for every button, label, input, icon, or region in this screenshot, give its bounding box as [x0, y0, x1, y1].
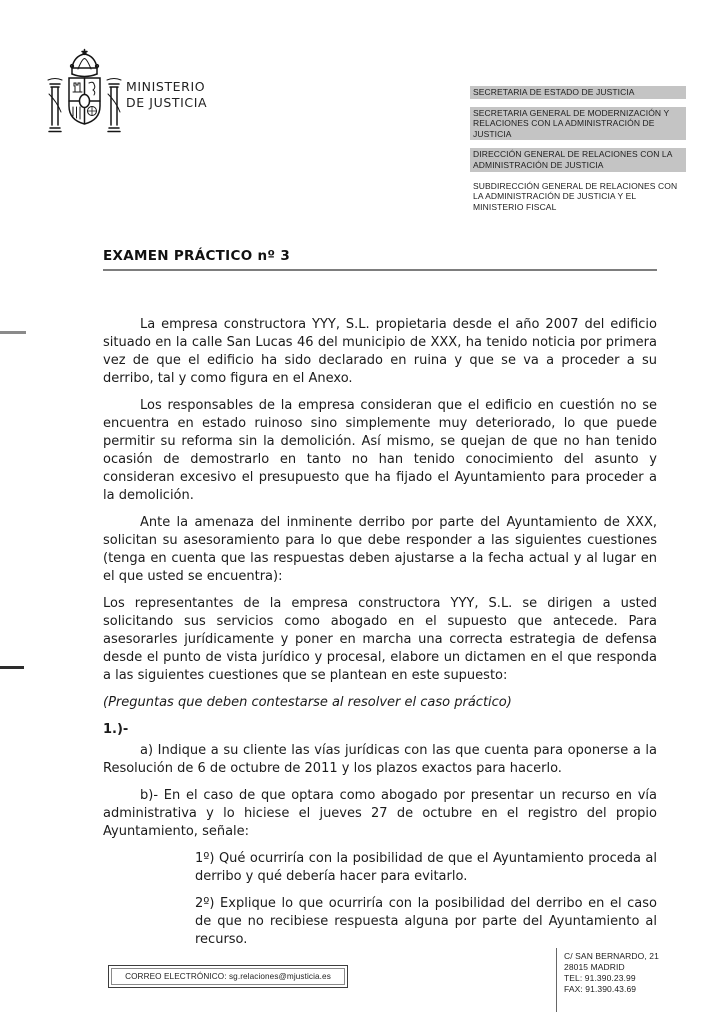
address-divider: [556, 948, 557, 1012]
paragraph-representantes: Los representantes de la empresa constructora YYY, S.L. se dirigen a usted solicitando sus servicios como abogado en el supuesto que antecede. Para asesorarles jurídicamente y poner en marcha una correcta estrategia de defensa desde el punto de vista jurídico y procesal, elabore un dictamen en el que responda a las siguientes cuestiones que se plantean en este supuesto:: [103, 596, 657, 683]
document-body: [103, 316, 657, 958]
ministry-name-line1: MINISTERIO: [126, 79, 206, 94]
question-1b-sub1: 1º) Qué ocurriría con la posibilidad de que el Ayuntamiento proceda al derribo y qué debería hacer para evitarlo.: [195, 851, 657, 884]
address-fax: FAX: 91.390.43.69: [564, 984, 637, 994]
paragraph-responsables: Los responsables de la empresa consideran que el edificio en cuestión no se encuentra en estado ruinoso sino simplemente muy deteriorado, lo que puede permitir su reforma sin la demolición. Así mismo, se quejan de que no han tenido ocasión de demostrarlo en tanto no han tenido conocimiento del asunto y consideran excesivo el presupuesto que ha fijado el Ayuntamiento para proceder a la demolición.: [103, 398, 657, 503]
question-1-heading: 1.)-: [103, 722, 129, 737]
question-1b-sub2: 2º) Explique lo que ocurriría con la posibilidad del derribo en el caso de que no recibiese respuesta alguna por parte del Ayuntamiento al recurso.: [195, 896, 657, 947]
paragraph-intro: La empresa constructora YYY, S.L. propietaria desde el año 2007 del edificio situado en la calle San Lucas 46 del municipio de XXX, ha tenido noticia por primera vez de que el edificio ha sido declarado en ruina y que se va a proceder a su derribo, tal y como figura en el Anexo.: [103, 317, 657, 386]
spain-coat-of-arms-icon: [42, 46, 127, 151]
org-hierarchy: [470, 86, 686, 213]
email-label: CORREO ELECTRÓNICO: sg.relaciones@mjusticia.es: [111, 968, 345, 985]
address-street: C/ SAN BERNARDO, 21: [564, 951, 659, 961]
ministry-name: [126, 79, 207, 111]
address-city: 28015 MADRID: [564, 962, 625, 972]
org-block-subdireccion-general: SUBDIRECCIÓN GENERAL DE RELACIONES CON LA ADMINISTRACIÓN DE JUSTICIA Y EL MINISTERIO FISCAL: [473, 180, 678, 212]
ministry-name-line2: DE JUSTICIA: [126, 95, 208, 110]
question-1b: b)- En el caso de que optara como abogado por presentar un recurso en vía administrativa y lo hiciese el jueves 27 de octubre en el registro del propio Ayuntamiento, señale:: [103, 788, 657, 839]
email-box: [108, 965, 348, 988]
address-block: [564, 951, 659, 995]
paragraph-amenaza: Ante la amenaza del inminente derribo por parte del Ayuntamiento de XXX, solicitan su asesoramiento para lo que debe responder a las siguientes cuestiones (tenga en cuenta que las respuestas deben ajustarse a la fecha actual y al lugar en el que usted se encuentra):: [103, 515, 657, 584]
org-block-direccion-general: DIRECCIÓN GENERAL DE RELACIONES CON LA ADMINISTRACIÓN DE JUSTICIA: [470, 148, 686, 171]
org-block-secretaria-general: SECRETARIA GENERAL DE MODERNIZACIÓN Y RELACIONES CON LA ADMINISTRACIÓN DE JUSTICIA: [470, 107, 686, 141]
page-title: EXAMEN PRÁCTICO nº 3: [103, 248, 291, 264]
fold-mark-top: [0, 331, 26, 334]
address-tel: TEL: 91.390.23.99: [564, 973, 636, 983]
title-rule: [103, 269, 657, 271]
paragraph-preguntas-note: (Preguntas que deben contestarse al resolver el caso práctico): [103, 695, 512, 710]
org-block-secretaria-estado: SECRETARIA DE ESTADO DE JUSTICIA: [470, 86, 686, 99]
fold-mark-bottom: [0, 666, 24, 669]
question-1a: a) Indique a su cliente las vías jurídicas con las que cuenta para oponerse a la Resolución de 6 de octubre de 2011 y los plazos exactos para hacerlo.: [103, 743, 657, 776]
